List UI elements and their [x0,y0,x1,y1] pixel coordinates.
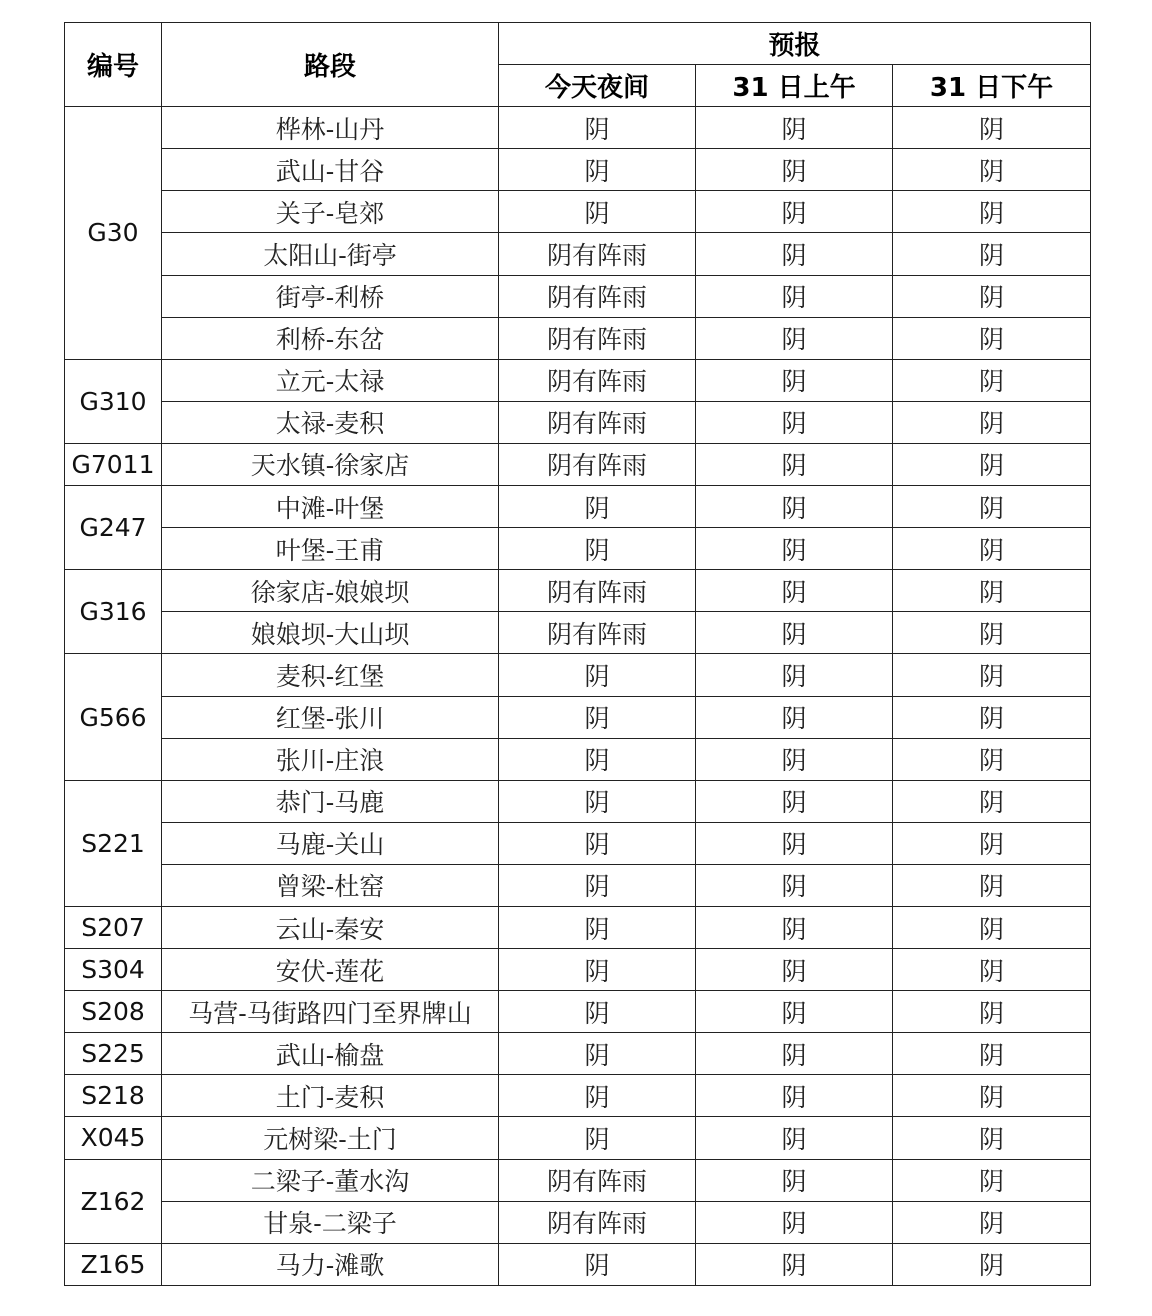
forecast-31-afternoon: 阴 [893,107,1091,149]
forecast-31-morning: 阴 [696,696,893,738]
forecast-tonight: 阴有阵雨 [499,317,696,359]
header-road: 路段 [162,23,499,107]
forecast-31-afternoon: 阴 [893,191,1091,233]
route-code: G7011 [65,443,162,485]
forecast-31-morning: 阴 [696,612,893,654]
table-row [65,1159,1091,1201]
forecast-31-afternoon: 阴 [893,486,1091,528]
road-segment: 武山-甘谷 [162,149,499,191]
road-segment: 马鹿-关山 [162,822,499,864]
table-row [65,654,1091,696]
forecast-tonight: 阴 [499,864,696,906]
forecast-tonight: 阴 [499,191,696,233]
header-code: 编号 [65,23,162,107]
forecast-31-morning: 阴 [696,570,893,612]
table-row [65,191,1091,233]
forecast-31-morning: 阴 [696,1201,893,1243]
forecast-tonight: 阴有阵雨 [499,275,696,317]
road-segment: 利桥-东岔 [162,317,499,359]
forecast-31-morning: 阴 [696,654,893,696]
forecast-31-afternoon: 阴 [893,864,1091,906]
forecast-31-morning: 阴 [696,233,893,275]
forecast-tonight: 阴 [499,486,696,528]
forecast-tonight: 阴 [499,1117,696,1159]
forecast-31-afternoon: 阴 [893,443,1091,485]
forecast-31-afternoon: 阴 [893,738,1091,780]
table-row [65,1033,1091,1075]
road-segment: 叶堡-王甫 [162,528,499,570]
table-row [65,570,1091,612]
route-code: G30 [65,107,162,360]
road-segment: 马营-马街路四门至界牌山 [162,991,499,1033]
forecast-tonight: 阴 [499,738,696,780]
route-code: S304 [65,949,162,991]
table-row [65,233,1091,275]
road-segment: 安伏-莲花 [162,949,499,991]
forecast-31-morning: 阴 [696,275,893,317]
forecast-31-afternoon: 阴 [893,359,1091,401]
forecast-31-morning: 阴 [696,1243,893,1285]
road-segment: 武山-榆盘 [162,1033,499,1075]
table-row [65,864,1091,906]
route-code: S207 [65,906,162,948]
forecast-31-afternoon: 阴 [893,991,1091,1033]
forecast-31-morning: 阴 [696,317,893,359]
table-row [65,1243,1091,1285]
forecast-tonight: 阴 [499,1243,696,1285]
header-period-tonight: 今天夜间 [499,65,696,107]
table-row [65,1201,1091,1243]
road-segment: 关子-皂郊 [162,191,499,233]
road-segment: 中滩-叶堡 [162,486,499,528]
forecast-tonight: 阴有阵雨 [499,1201,696,1243]
forecast-31-morning: 阴 [696,1033,893,1075]
table-body [65,107,1091,1286]
forecast-31-afternoon: 阴 [893,401,1091,443]
route-code: G566 [65,654,162,780]
forecast-tonight: 阴 [499,991,696,1033]
forecast-tonight: 阴 [499,528,696,570]
table-row [65,107,1091,149]
header-forecast: 预报 [499,23,1091,65]
road-segment: 天水镇-徐家店 [162,443,499,485]
table-row [65,780,1091,822]
route-code: S221 [65,780,162,906]
road-segment: 徐家店-娘娘坝 [162,570,499,612]
road-segment: 立元-太禄 [162,359,499,401]
forecast-tonight: 阴 [499,654,696,696]
forecast-31-morning: 阴 [696,991,893,1033]
forecast-31-morning: 阴 [696,359,893,401]
table-row [65,401,1091,443]
forecast-tonight: 阴有阵雨 [499,443,696,485]
road-segment: 太阳山-街亭 [162,233,499,275]
table-row [65,822,1091,864]
table-row [65,317,1091,359]
forecast-31-morning: 阴 [696,401,893,443]
table-row [65,612,1091,654]
road-segment: 马力-滩歌 [162,1243,499,1285]
forecast-tonight: 阴 [499,107,696,149]
road-segment: 麦积-红堡 [162,654,499,696]
forecast-31-afternoon: 阴 [893,906,1091,948]
forecast-31-afternoon: 阴 [893,317,1091,359]
forecast-31-afternoon: 阴 [893,1117,1091,1159]
road-segment: 云山-秦安 [162,906,499,948]
forecast-31-morning: 阴 [696,486,893,528]
road-segment: 恭门-马鹿 [162,780,499,822]
forecast-31-morning: 阴 [696,528,893,570]
forecast-tonight: 阴 [499,1033,696,1075]
road-segment: 甘泉-二梁子 [162,1201,499,1243]
forecast-31-afternoon: 阴 [893,570,1091,612]
table-row [65,991,1091,1033]
forecast-tonight: 阴 [499,696,696,738]
forecast-tonight: 阴有阵雨 [499,1159,696,1201]
forecast-31-afternoon: 阴 [893,149,1091,191]
forecast-31-morning: 阴 [696,864,893,906]
forecast-31-morning: 阴 [696,1159,893,1201]
forecast-31-afternoon: 阴 [893,1243,1091,1285]
forecast-31-morning: 阴 [696,1075,893,1117]
table-row [65,738,1091,780]
road-segment: 张川-庄浪 [162,738,499,780]
forecast-31-afternoon: 阴 [893,275,1091,317]
forecast-tonight: 阴 [499,1075,696,1117]
forecast-31-morning: 阴 [696,780,893,822]
header-period-31-afternoon: 31 日下午 [893,65,1091,107]
road-segment: 桦林-山丹 [162,107,499,149]
route-code: S225 [65,1033,162,1075]
forecast-tonight: 阴有阵雨 [499,401,696,443]
road-segment: 土门-麦积 [162,1075,499,1117]
forecast-31-afternoon: 阴 [893,780,1091,822]
route-code: G316 [65,570,162,654]
forecast-31-afternoon: 阴 [893,654,1091,696]
table-row [65,149,1091,191]
forecast-31-morning: 阴 [696,149,893,191]
route-code: Z162 [65,1159,162,1243]
forecast-31-afternoon: 阴 [893,1201,1091,1243]
road-segment: 街亭-利桥 [162,275,499,317]
forecast-tonight: 阴 [499,906,696,948]
forecast-31-morning: 阴 [696,949,893,991]
forecast-tonight: 阴 [499,780,696,822]
forecast-31-morning: 阴 [696,1117,893,1159]
route-code: S218 [65,1075,162,1117]
forecast-tonight: 阴有阵雨 [499,570,696,612]
forecast-31-morning: 阴 [696,191,893,233]
forecast-31-afternoon: 阴 [893,528,1091,570]
header-period-31-morning: 31 日上午 [696,65,893,107]
table-row [65,359,1091,401]
forecast-31-morning: 阴 [696,822,893,864]
table-row [65,528,1091,570]
forecast-31-morning: 阴 [696,107,893,149]
route-code: G310 [65,359,162,443]
forecast-table [64,22,1091,1286]
table-row [65,949,1091,991]
forecast-31-afternoon: 阴 [893,233,1091,275]
road-segment: 二梁子-董水沟 [162,1159,499,1201]
route-code: Z165 [65,1243,162,1285]
forecast-31-afternoon: 阴 [893,949,1091,991]
route-code: S208 [65,991,162,1033]
road-segment: 红堡-张川 [162,696,499,738]
forecast-31-morning: 阴 [696,738,893,780]
route-code: G247 [65,486,162,570]
table-row [65,443,1091,485]
table-row [65,906,1091,948]
route-code: X045 [65,1117,162,1159]
road-segment: 太禄-麦积 [162,401,499,443]
table-header [65,23,1091,107]
table-row [65,486,1091,528]
forecast-tonight: 阴有阵雨 [499,359,696,401]
table-row [65,696,1091,738]
forecast-31-afternoon: 阴 [893,1159,1091,1201]
forecast-tonight: 阴 [499,822,696,864]
forecast-31-afternoon: 阴 [893,1033,1091,1075]
forecast-31-afternoon: 阴 [893,612,1091,654]
road-segment: 曾梁-杜窑 [162,864,499,906]
table-row [65,1117,1091,1159]
forecast-31-afternoon: 阴 [893,1075,1091,1117]
forecast-31-morning: 阴 [696,906,893,948]
forecast-tonight: 阴有阵雨 [499,612,696,654]
table-row [65,1075,1091,1117]
road-segment: 娘娘坝-大山坝 [162,612,499,654]
forecast-31-afternoon: 阴 [893,696,1091,738]
forecast-31-afternoon: 阴 [893,822,1091,864]
table-row [65,275,1091,317]
road-segment: 元树梁-土门 [162,1117,499,1159]
forecast-tonight: 阴 [499,149,696,191]
forecast-tonight: 阴有阵雨 [499,233,696,275]
forecast-31-morning: 阴 [696,443,893,485]
forecast-tonight: 阴 [499,949,696,991]
